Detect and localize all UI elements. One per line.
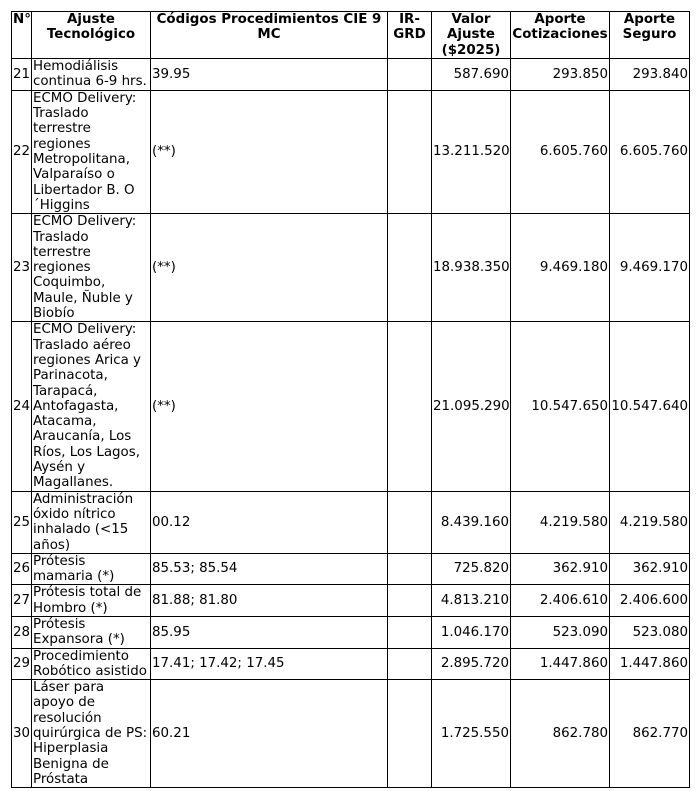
table-row xyxy=(12,322,690,491)
row-number: 25 xyxy=(12,491,32,553)
row-ir-grd xyxy=(388,322,432,491)
row-cotizaciones: 362.910 xyxy=(511,553,610,585)
row-ir-grd xyxy=(388,214,432,322)
row-valor: 4.813.210 xyxy=(432,585,511,617)
row-seguro: 523.080 xyxy=(610,616,690,648)
row-ir-grd xyxy=(388,585,432,617)
row-ajuste: ECMO Delivery: Traslado aéreo regiones Arica y Parinacota, Tarapacá, Antofagasta, Atacama, Araucanía, Los Ríos, Los Lagos, Aysén y Magallanes. xyxy=(32,322,151,491)
table-row xyxy=(12,585,690,617)
table-row xyxy=(12,214,690,322)
table-row xyxy=(12,648,690,680)
row-ajuste: Procedimiento Robótico asistido xyxy=(32,648,151,680)
row-ajuste: Prótesis Expansora (*) xyxy=(32,616,151,648)
row-cotizaciones: 523.090 xyxy=(511,616,610,648)
table-row xyxy=(12,491,690,553)
row-ajuste: Láser para apoyo de resolución quirúrgica de PS: Hiperplasia Benigna de Próstata xyxy=(32,680,151,788)
row-valor: 13.211.520 xyxy=(432,90,511,213)
header-row xyxy=(12,12,690,59)
table-row xyxy=(12,90,690,213)
table-row xyxy=(12,58,690,90)
row-ajuste: ECMO Delivery: Traslado terrestre regiones Coquimbo, Maule, Ñuble y Biobío xyxy=(32,214,151,322)
row-seguro: 2.406.600 xyxy=(610,585,690,617)
row-ir-grd xyxy=(388,58,432,90)
row-seguro: 862.770 xyxy=(610,680,690,788)
row-codigos: 17.41; 17.42; 17.45 xyxy=(151,648,388,680)
row-ir-grd xyxy=(388,491,432,553)
row-seguro: 362.910 xyxy=(610,553,690,585)
row-ir-grd xyxy=(388,616,432,648)
row-cotizaciones: 293.850 xyxy=(511,58,610,90)
row-cotizaciones: 1.447.860 xyxy=(511,648,610,680)
row-seguro: 10.547.640 xyxy=(610,322,690,491)
row-cotizaciones: 10.547.650 xyxy=(511,322,610,491)
row-valor: 2.895.720 xyxy=(432,648,511,680)
header-n: N° xyxy=(12,12,32,59)
row-number: 27 xyxy=(12,585,32,617)
row-number: 29 xyxy=(12,648,32,680)
row-ir-grd xyxy=(388,90,432,213)
row-seguro: 293.840 xyxy=(610,58,690,90)
row-cotizaciones: 4.219.580 xyxy=(511,491,610,553)
row-seguro: 1.447.860 xyxy=(610,648,690,680)
row-cotizaciones: 9.469.180 xyxy=(511,214,610,322)
header-ir-grd: IR-GRD xyxy=(388,12,432,59)
row-codigos: 00.12 xyxy=(151,491,388,553)
row-codigos: 81.88; 81.80 xyxy=(151,585,388,617)
header-valor: Valor Ajuste ($2025) xyxy=(432,12,511,59)
row-ajuste: Prótesis mamaria (*) xyxy=(32,553,151,585)
row-codigos: (**) xyxy=(151,90,388,213)
ajustes-tecnologicos-table xyxy=(11,11,690,788)
row-number: 23 xyxy=(12,214,32,322)
row-seguro: 9.469.170 xyxy=(610,214,690,322)
header-codigos: Códigos Procedimientos CIE 9 MC xyxy=(151,12,388,59)
row-cotizaciones: 862.780 xyxy=(511,680,610,788)
row-valor: 1.046.170 xyxy=(432,616,511,648)
table-row xyxy=(12,680,690,788)
row-ajuste: Hemodiálisis continua 6-9 hrs. xyxy=(32,58,151,90)
row-number: 28 xyxy=(12,616,32,648)
row-number: 24 xyxy=(12,322,32,491)
row-ir-grd xyxy=(388,553,432,585)
row-cotizaciones: 2.406.610 xyxy=(511,585,610,617)
row-cotizaciones: 6.605.760 xyxy=(511,90,610,213)
header-cotizaciones: Aporte Cotizaciones xyxy=(511,12,610,59)
row-valor: 18.938.350 xyxy=(432,214,511,322)
row-number: 22 xyxy=(12,90,32,213)
row-seguro: 4.219.580 xyxy=(610,491,690,553)
table-row xyxy=(12,616,690,648)
row-number: 21 xyxy=(12,58,32,90)
row-number: 26 xyxy=(12,553,32,585)
row-codigos: 85.53; 85.54 xyxy=(151,553,388,585)
row-ajuste: Administración óxido nítrico inhalado (<15 años) xyxy=(32,491,151,553)
row-codigos: 60.21 xyxy=(151,680,388,788)
row-valor: 8.439.160 xyxy=(432,491,511,553)
row-seguro: 6.605.760 xyxy=(610,90,690,213)
row-valor: 587.690 xyxy=(432,58,511,90)
row-ir-grd xyxy=(388,680,432,788)
row-ajuste: Prótesis total de Hombro (*) xyxy=(32,585,151,617)
row-codigos: 39.95 xyxy=(151,58,388,90)
row-ajuste: ECMO Delivery: Traslado terrestre regiones Metropolitana, Valparaíso o Libertador B. O ´Higgins xyxy=(32,90,151,213)
row-valor: 21.095.290 xyxy=(432,322,511,491)
header-seguro: Aporte Seguro xyxy=(610,12,690,59)
header-ajuste: Ajuste Tecnológico xyxy=(32,12,151,59)
row-codigos: (**) xyxy=(151,214,388,322)
row-ir-grd xyxy=(388,648,432,680)
row-number: 30 xyxy=(12,680,32,788)
row-codigos: (**) xyxy=(151,322,388,491)
row-codigos: 85.95 xyxy=(151,616,388,648)
table-row xyxy=(12,553,690,585)
row-valor: 725.820 xyxy=(432,553,511,585)
row-valor: 1.725.550 xyxy=(432,680,511,788)
